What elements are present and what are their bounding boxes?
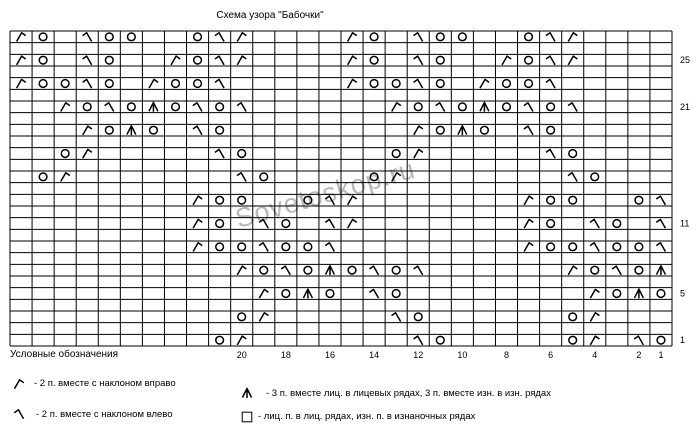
left-slant-decrease-symbol [215,149,224,158]
yarn-over-symbol [304,243,312,251]
column-label: 8 [503,350,510,360]
right-slant-decrease-symbol [414,149,423,158]
yarn-over-symbol [657,336,665,344]
left-slant-decrease-symbol [546,56,555,65]
right-slant-decrease-symbol [83,126,92,135]
right-slant-decrease-symbol [237,33,246,42]
yarn-over-symbol [172,80,180,88]
column-label: 18 [280,350,291,360]
yarn-over-symbol [216,103,224,111]
left-slant-decrease-symbol [414,56,423,65]
row-label: 25 [680,55,691,66]
yarn-over-symbol [39,33,47,41]
right-slant-decrease-symbol [348,33,357,42]
column-label: 6 [548,350,554,360]
right-slant-decrease-symbol [568,33,577,42]
yarn-over-symbol [238,243,246,251]
yarn-over-symbol [569,336,577,344]
left-slant-decrease-symbol [215,56,224,65]
left-slant-decrease-symbol [524,103,533,112]
row-label: 5 [680,288,686,299]
left-slant-decrease-symbol [83,33,92,42]
legend-text-three-together: - 3 п. вместе лиц. в лицевых рядах, 3 п. вместе изн. в изн. рядах [266,388,551,399]
left-slant-decrease-symbol [325,243,334,252]
right-slant-decrease-symbol [61,103,70,112]
left-slant-decrease-symbol [656,196,665,205]
yarn-over-symbol [260,266,268,274]
yarn-over-symbol [613,290,621,298]
yarn-over-symbol [613,243,621,251]
watermark: Sovetoskop.ru [232,153,419,234]
right-slant-decrease-symbol [17,79,26,88]
yarn-over-symbol [282,290,290,298]
yarn-over-symbol [39,173,47,181]
right-slant-decrease-symbol [193,243,202,252]
left-slant-decrease-symbol [237,173,246,182]
column-label: 4 [592,350,598,360]
left-slant-decrease-symbol [215,79,224,88]
yarn-over-symbol [525,80,533,88]
three-together-symbol [657,266,666,275]
left-slant-decrease-symbol [193,126,202,135]
legend-three-together-icon [242,388,251,398]
right-slant-decrease-symbol [524,243,533,252]
yarn-over-symbol [216,220,224,228]
right-slant-decrease-symbol [524,219,533,228]
yarn-over-symbol [370,56,378,64]
yarn-over-symbol [105,56,113,64]
right-slant-decrease-symbol [237,266,246,275]
right-slant-decrease-symbol [414,126,423,135]
left-slant-decrease-symbol [524,126,533,135]
right-slant-decrease-symbol [480,79,489,88]
yarn-over-symbol [150,126,158,134]
yarn-over-symbol [216,196,224,204]
right-slant-decrease-symbol [237,336,246,345]
yarn-over-symbol [61,150,69,158]
column-label: 1 [658,350,664,360]
three-together-symbol [303,289,312,298]
yarn-over-symbol [105,126,113,134]
right-slant-decrease-symbol [590,336,599,345]
right-slant-decrease-symbol [392,103,401,112]
yarn-over-symbol [392,80,400,88]
left-slant-decrease-symbol [281,266,290,275]
right-slant-decrease-symbol [259,289,268,298]
left-slant-decrease-symbol [612,266,621,275]
right-slant-decrease-symbol [348,79,357,88]
yarn-over-symbol [61,80,69,88]
left-slant-decrease-symbol [590,243,599,252]
left-slant-decrease-symbol [392,313,401,322]
yarn-over-symbol [547,220,555,228]
right-slant-decrease-symbol [590,313,599,322]
yarn-over-symbol [635,266,643,274]
right-slant-decrease-symbol [259,313,268,322]
yarn-over-symbol [569,243,577,251]
yarn-over-symbol [525,56,533,64]
left-slant-decrease-symbol [546,149,555,158]
chart-title: Схема узора "Бабочки" [216,10,324,21]
right-slant-decrease-symbol [502,56,511,65]
yarn-over-symbol [591,173,599,181]
yarn-over-symbol [326,290,334,298]
yarn-over-symbol [635,196,643,204]
yarn-over-symbol [613,220,621,228]
left-slant-decrease-symbol [590,219,599,228]
yarn-over-symbol [503,80,511,88]
yarn-over-symbol [436,126,444,134]
left-slant-decrease-symbol [568,103,577,112]
yarn-over-symbol [503,103,511,111]
yarn-over-symbol [216,126,224,134]
right-slant-decrease-symbol [348,219,357,228]
yarn-over-symbol [128,103,136,111]
three-together-symbol [458,126,467,135]
left-slant-decrease-symbol [436,103,445,112]
three-together-symbol [127,126,136,135]
three-together-symbol [480,102,489,111]
right-slant-decrease-symbol [83,149,92,158]
legend-text-empty-cell: - лиц. п. в лиц. рядах, изн. п. в изнаночных рядах [258,411,476,422]
left-slant-decrease-symbol [656,243,665,252]
yarn-over-symbol [635,243,643,251]
left-slant-decrease-symbol [414,336,423,345]
yarn-over-symbol [547,103,555,111]
yarn-over-symbol [392,266,400,274]
column-label: 2 [636,350,642,360]
yarn-over-symbol [436,80,444,88]
yarn-over-symbol [216,336,224,344]
yarn-over-symbol [83,103,91,111]
left-slant-decrease-symbol [215,33,224,42]
yarn-over-symbol [459,33,467,41]
yarn-over-symbol [194,33,202,41]
yarn-over-symbol [459,103,467,111]
left-slant-decrease-symbol [83,56,92,65]
yarn-over-symbol [392,290,400,298]
yarn-over-symbol [525,33,533,41]
yarn-over-symbol [569,196,577,204]
left-slant-decrease-symbol [634,336,643,345]
yarn-over-symbol [547,196,555,204]
yarn-over-symbol [260,173,268,181]
right-slant-decrease-symbol [568,266,577,275]
left-slant-decrease-symbol [369,266,378,275]
legend-text-right-slant: - 2 п. вместе с наклоном вправо [34,378,176,389]
yarn-over-symbol [194,56,202,64]
yarn-over-symbol [348,266,356,274]
column-label: 10 [457,350,468,360]
row-label: 1 [680,335,686,346]
row-label: 11 [680,218,690,229]
yarn-over-symbol [569,150,577,158]
yarn-over-symbol [436,336,444,344]
three-together-symbol [149,102,158,111]
yarn-over-symbol [194,80,202,88]
yarn-over-symbol [414,103,422,111]
legend-left-slant-icon [14,410,23,419]
yarn-over-symbol [238,150,246,158]
three-together-symbol [634,289,643,298]
legend-text-left-slant: - 2 п. вместе с наклоном влево [36,409,173,420]
left-slant-decrease-symbol [369,289,378,298]
yarn-over-symbol [414,313,422,321]
right-slant-decrease-symbol [17,56,26,65]
yarn-over-symbol [370,80,378,88]
row-labels [680,55,690,345]
column-label: 12 [413,350,424,360]
yarn-over-symbol [657,290,665,298]
left-slant-decrease-symbol [414,33,423,42]
yarn-over-symbol [39,56,47,64]
yarn-over-symbol [304,266,312,274]
yarn-over-symbol [216,243,224,251]
right-slant-decrease-symbol [348,56,357,65]
right-slant-decrease-symbol [61,173,70,182]
legend-title: Условные обозначения [10,349,119,360]
yarn-over-symbol [547,243,555,251]
yarn-over-symbol [569,313,577,321]
right-slant-decrease-symbol [171,56,180,65]
left-slant-decrease-symbol [656,219,665,228]
column-label: 14 [369,350,380,360]
yarn-over-symbol [370,33,378,41]
yarn-over-symbol [481,126,489,134]
yarn-over-symbol [105,80,113,88]
right-slant-decrease-symbol [590,289,599,298]
yarn-over-symbol [238,313,246,321]
legend-right-slant-icon [14,380,23,389]
right-slant-decrease-symbol [193,219,202,228]
left-slant-decrease-symbol [105,103,114,112]
right-slant-decrease-symbol [568,56,577,65]
column-label: 16 [324,350,335,360]
column-label: 20 [236,350,247,360]
three-together-symbol [326,266,335,275]
left-slant-decrease-symbol [193,103,202,112]
yarn-over-symbol [105,33,113,41]
yarn-over-symbol [39,80,47,88]
left-slant-decrease-symbol [546,33,555,42]
left-slant-decrease-symbol [237,103,246,112]
left-slant-decrease-symbol [568,173,577,182]
left-slant-decrease-symbol [259,243,268,252]
yarn-over-symbol [547,126,555,134]
right-slant-decrease-symbol [524,196,533,205]
yarn-over-symbol [128,33,136,41]
column-labels [237,350,664,360]
left-slant-decrease-symbol [414,266,423,275]
right-slant-decrease-symbol [193,196,202,205]
left-slant-decrease-symbol [83,79,92,88]
right-slant-decrease-symbol [149,79,158,88]
yarn-over-symbol [172,103,180,111]
yarn-over-symbol [436,56,444,64]
yarn-over-symbol [282,243,290,251]
right-slant-decrease-symbol [17,33,26,42]
legend-empty-cell-icon [242,412,252,422]
row-label: 21 [680,101,691,112]
left-slant-decrease-symbol [546,79,555,88]
right-slant-decrease-symbol [237,56,246,65]
yarn-over-symbol [436,33,444,41]
left-slant-decrease-symbol [325,219,334,228]
left-slant-decrease-symbol [414,79,423,88]
yarn-over-symbol [591,266,599,274]
